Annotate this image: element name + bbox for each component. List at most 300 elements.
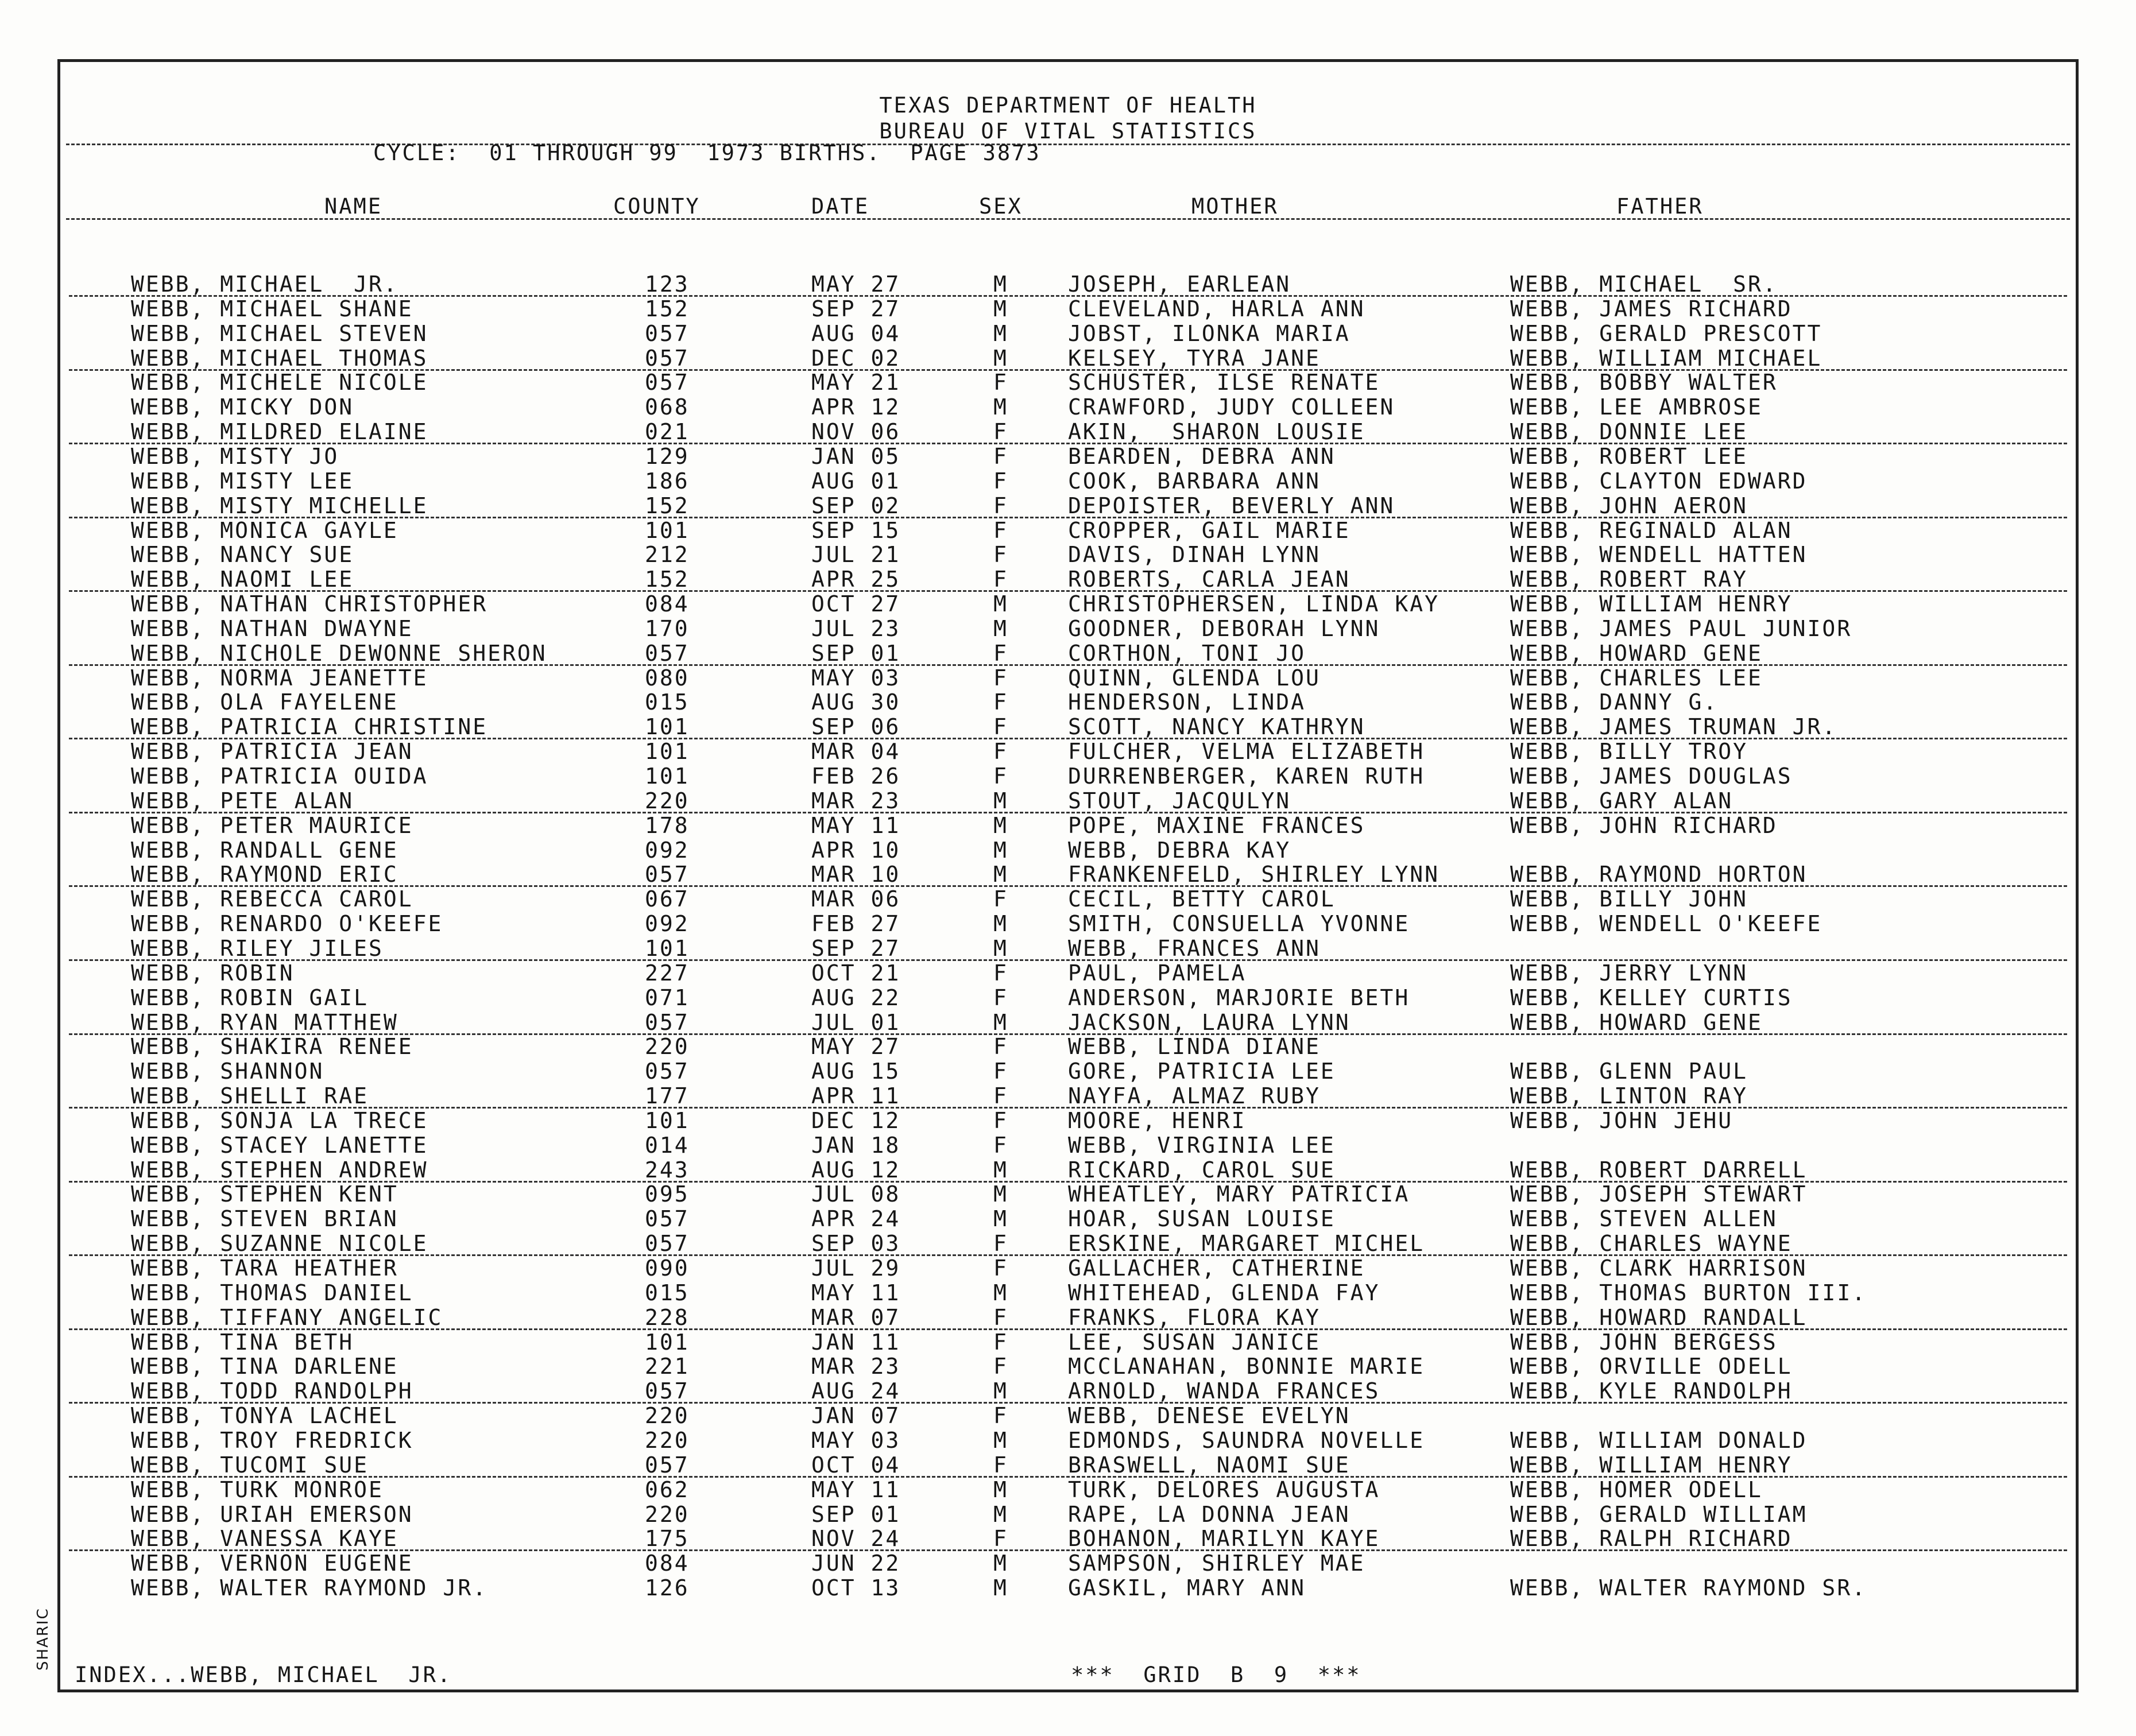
column-header-father: FATHER xyxy=(1616,194,1704,219)
table-row xyxy=(0,370,2136,394)
cell-mother: WEBB, DEBRA KAY xyxy=(1068,837,1291,863)
table-row xyxy=(0,1206,2136,1230)
cell-sex: F xyxy=(993,640,1008,666)
cell-sex: M xyxy=(993,1206,1008,1232)
cell-name: WEBB, STACEY LANETTE xyxy=(131,1132,428,1158)
cell-father: WEBB, REGINALD ALAN xyxy=(1510,517,1793,543)
cell-date: SEP 01 xyxy=(811,1501,901,1527)
cell-name: WEBB, REBECCA CAROL xyxy=(131,886,413,912)
cell-name: WEBB, SHAKIRA RENEE xyxy=(131,1034,413,1060)
cell-name: WEBB, PATRICIA JEAN xyxy=(131,739,413,765)
cell-mother: WHEATLEY, MARY PATRICIA xyxy=(1068,1181,1410,1207)
table-row xyxy=(0,1354,2136,1378)
cell-date: OCT 04 xyxy=(811,1452,901,1478)
cell-name: WEBB, NATHAN CHRISTOPHER xyxy=(131,591,488,617)
cell-mother: WEBB, VIRGINIA LEE xyxy=(1068,1132,1336,1158)
cell-name: WEBB, MICHELE NICOLE xyxy=(131,370,428,396)
cell-county: 101 xyxy=(645,714,690,740)
cell-mother: CROPPER, GAIL MARIE xyxy=(1068,517,1351,543)
cell-father: WEBB, WILLIAM DONALD xyxy=(1510,1427,1808,1453)
cell-sex: M xyxy=(993,1575,1008,1601)
header-cycle: CYCLE: 01 THROUGH 99 1973 BIRTHS. PAGE 3873 xyxy=(373,141,1041,165)
table-row xyxy=(0,493,2136,517)
cell-date: MAR 10 xyxy=(811,862,901,888)
cell-date: AUG 22 xyxy=(811,985,901,1010)
cell-sex: M xyxy=(993,345,1008,371)
cell-father: WEBB, BILLY JOHN xyxy=(1510,886,1748,912)
cell-date: JAN 07 xyxy=(811,1403,901,1429)
cell-sex: F xyxy=(993,1059,1008,1084)
cell-father: WEBB, LINTON RAY xyxy=(1510,1083,1748,1109)
table-row xyxy=(0,1157,2136,1181)
cell-county: 101 xyxy=(645,935,690,961)
cell-sex: F xyxy=(993,960,1008,986)
cell-date: SEP 15 xyxy=(811,517,901,543)
cell-name: WEBB, NATHAN DWAYNE xyxy=(131,615,413,641)
cell-father: WEBB, HOWARD GENE xyxy=(1510,640,1763,666)
cell-name: WEBB, RYAN MATTHEW xyxy=(131,1009,398,1035)
cell-sex: F xyxy=(993,1452,1008,1478)
cell-mother: WEBB, FRANCES ANN xyxy=(1068,935,1321,961)
cell-name: WEBB, RAYMOND ERIC xyxy=(131,862,398,888)
table-row xyxy=(0,1551,2136,1575)
cell-mother: CECIL, BETTY CAROL xyxy=(1068,886,1336,912)
table-row xyxy=(0,641,2136,665)
cell-county: 221 xyxy=(645,1354,690,1380)
cell-sex: M xyxy=(993,1009,1008,1035)
cell-date: SEP 03 xyxy=(811,1231,901,1257)
cell-name: WEBB, THOMAS DANIEL xyxy=(131,1280,413,1305)
cell-county: 123 xyxy=(645,272,690,297)
cell-date: JUL 08 xyxy=(811,1181,901,1207)
cell-sex: M xyxy=(993,862,1008,888)
cell-sex: F xyxy=(993,517,1008,543)
cell-mother: JOSEPH, EARLEAN xyxy=(1068,272,1291,297)
cell-sex: M xyxy=(993,1501,1008,1527)
cell-date: JUL 21 xyxy=(811,542,901,568)
cell-sex: M xyxy=(993,837,1008,863)
cell-sex: M xyxy=(993,394,1008,420)
table-row xyxy=(0,1083,2136,1107)
table-row xyxy=(0,1330,2136,1354)
table-row xyxy=(0,1428,2136,1452)
cell-father: WEBB, HOWARD GENE xyxy=(1510,1009,1763,1035)
table-row xyxy=(0,1256,2136,1280)
cell-county: 095 xyxy=(645,1181,690,1207)
cell-date: JUN 22 xyxy=(811,1551,901,1576)
cell-date: AUG 30 xyxy=(811,689,901,715)
cell-name: WEBB, TARA HEATHER xyxy=(131,1256,398,1281)
cell-sex: F xyxy=(993,1132,1008,1158)
cell-date: APR 11 xyxy=(811,1083,901,1109)
table-row xyxy=(0,1526,2136,1550)
cell-county: 101 xyxy=(645,1107,690,1133)
cell-county: 090 xyxy=(645,1256,690,1281)
cell-father: WEBB, GARY ALAN xyxy=(1510,788,1733,813)
cell-name: WEBB, TONYA LACHEL xyxy=(131,1403,398,1429)
table-row xyxy=(0,911,2136,935)
cell-mother: GORE, PATRICIA LEE xyxy=(1068,1059,1336,1084)
header-rule xyxy=(66,144,2070,145)
cell-mother: LEE, SUSAN JANICE xyxy=(1068,1329,1321,1355)
cell-date: AUG 24 xyxy=(811,1378,901,1404)
cell-mother: FRANKENFELD, SHIRLEY LYNN xyxy=(1068,862,1440,888)
cell-father: WEBB, WILLIAM HENRY xyxy=(1510,1452,1793,1478)
table-row xyxy=(0,1477,2136,1501)
cell-father: WEBB, GERALD WILLIAM xyxy=(1510,1501,1808,1527)
cell-sex: M xyxy=(993,812,1008,838)
cell-father: WEBB, DONNIE LEE xyxy=(1510,419,1748,445)
cell-sex: F xyxy=(993,665,1008,691)
cell-mother: GASKIL, MARY ANN xyxy=(1068,1575,1306,1601)
cell-date: AUG 01 xyxy=(811,468,901,494)
table-row xyxy=(0,1280,2136,1304)
cell-date: JUL 01 xyxy=(811,1009,901,1035)
cell-county: 243 xyxy=(645,1157,690,1183)
cell-date: MAR 23 xyxy=(811,788,901,813)
cell-date: APR 12 xyxy=(811,394,901,420)
table-row xyxy=(0,394,2136,418)
cell-county: 057 xyxy=(645,1452,690,1478)
cell-mother: TURK, DELORES AUGUSTA xyxy=(1068,1477,1380,1502)
cell-mother: KELSEY, TYRA JANE xyxy=(1068,345,1321,371)
table-row xyxy=(0,689,2136,714)
cell-mother: STOUT, JACQULYN xyxy=(1068,788,1291,813)
cell-sex: M xyxy=(993,296,1008,321)
cell-mother: SMITH, CONSUELLA YVONNE xyxy=(1068,911,1410,937)
cell-date: MAY 11 xyxy=(811,1280,901,1305)
cell-sex: F xyxy=(993,370,1008,396)
cell-date: MAR 23 xyxy=(811,1354,901,1380)
table-row xyxy=(0,936,2136,960)
cell-mother: BRASWELL, NAOMI SUE xyxy=(1068,1452,1351,1478)
cell-mother: ANDERSON, MARJORIE BETH xyxy=(1068,985,1410,1010)
cell-sex: F xyxy=(993,1304,1008,1330)
cell-sex: M xyxy=(993,591,1008,617)
cell-sex: F xyxy=(993,443,1008,469)
cell-name: WEBB, VERNON EUGENE xyxy=(131,1551,413,1576)
cell-sex: M xyxy=(993,1477,1008,1502)
cell-father: WEBB, JAMES RICHARD xyxy=(1510,296,1793,321)
cell-father: WEBB, JAMES DOUGLAS xyxy=(1510,764,1793,789)
cell-name: WEBB, STEPHEN KENT xyxy=(131,1181,398,1207)
table-row xyxy=(0,346,2136,370)
cell-county: 186 xyxy=(645,468,690,494)
cell-sex: M xyxy=(993,615,1008,641)
cell-sex: M xyxy=(993,1378,1008,1404)
cell-mother: GOODNER, DEBORAH LYNN xyxy=(1068,615,1380,641)
cell-father: WEBB, WENDELL HATTEN xyxy=(1510,542,1808,568)
cell-county: 057 xyxy=(645,1206,690,1232)
cell-father: WEBB, ROBERT DARRELL xyxy=(1510,1157,1808,1183)
cell-county: 080 xyxy=(645,665,690,691)
cell-sex: F xyxy=(993,1034,1008,1060)
cell-county: 057 xyxy=(645,320,690,346)
cell-mother: RAPE, LA DONNA JEAN xyxy=(1068,1501,1351,1527)
cell-sex: F xyxy=(993,689,1008,715)
cell-sex: F xyxy=(993,1256,1008,1281)
cell-county: 057 xyxy=(645,1378,690,1404)
cell-date: DEC 02 xyxy=(811,345,901,371)
cell-county: 101 xyxy=(645,1329,690,1355)
table-row xyxy=(0,764,2136,788)
cell-name: WEBB, MISTY LEE xyxy=(131,468,354,494)
cell-county: 220 xyxy=(645,1034,690,1060)
cell-name: WEBB, STEPHEN ANDREW xyxy=(131,1157,428,1183)
cell-county: 084 xyxy=(645,1551,690,1576)
cell-county: 212 xyxy=(645,542,690,568)
cell-mother: DURRENBERGER, KAREN RUTH xyxy=(1068,764,1425,789)
cell-father: WEBB, WILLIAM HENRY xyxy=(1510,591,1793,617)
cell-date: JAN 11 xyxy=(811,1329,901,1355)
table-row xyxy=(0,788,2136,812)
cell-date: SEP 06 xyxy=(811,714,901,740)
cell-mother: AKIN, SHARON LOUSIE xyxy=(1068,419,1365,445)
cell-name: WEBB, TIFFANY ANGELIC xyxy=(131,1304,443,1330)
cell-father: WEBB, RALPH RICHARD xyxy=(1510,1526,1793,1552)
cell-county: 177 xyxy=(645,1083,690,1109)
table-row xyxy=(0,296,2136,320)
cell-county: 152 xyxy=(645,296,690,321)
cell-county: 015 xyxy=(645,689,690,715)
cell-county: 057 xyxy=(645,345,690,371)
cell-mother: ROBERTS, CARLA JEAN xyxy=(1068,567,1351,592)
column-header-mother: MOTHER xyxy=(1191,194,1279,219)
cell-mother: GALLACHER, CATHERINE xyxy=(1068,1256,1365,1281)
cell-father: WEBB, CHARLES WAYNE xyxy=(1510,1231,1793,1257)
cell-county: 220 xyxy=(645,1403,690,1429)
cell-name: WEBB, ROBIN GAIL xyxy=(131,985,369,1010)
cell-father: WEBB, KYLE RANDOLPH xyxy=(1510,1378,1793,1404)
cell-date: SEP 01 xyxy=(811,640,901,666)
cell-name: WEBB, TROY FREDRICK xyxy=(131,1427,413,1453)
cell-date: MAY 27 xyxy=(811,1034,901,1060)
column-header-sex: SEX xyxy=(979,194,1023,219)
cell-name: WEBB, VANESSA KAYE xyxy=(131,1526,398,1552)
cell-father: WEBB, JAMES TRUMAN JR. xyxy=(1510,714,1837,740)
cell-sex: F xyxy=(993,1083,1008,1109)
table-row xyxy=(0,1305,2136,1329)
cell-mother: MCCLANAHAN, BONNIE MARIE xyxy=(1068,1354,1425,1380)
cell-father: WEBB, JERRY LYNN xyxy=(1510,960,1748,986)
cell-county: 057 xyxy=(645,1231,690,1257)
column-header-rule xyxy=(66,218,2070,220)
cell-date: AUG 15 xyxy=(811,1059,901,1084)
cell-date: JUL 23 xyxy=(811,615,901,641)
cell-sex: F xyxy=(993,1329,1008,1355)
cell-name: WEBB, TINA DARLENE xyxy=(131,1354,398,1380)
cell-county: 084 xyxy=(645,591,690,617)
cell-sex: F xyxy=(993,542,1008,568)
cell-father: WEBB, WALTER RAYMOND SR. xyxy=(1510,1575,1867,1601)
column-header-county: COUNTY xyxy=(613,194,701,219)
cell-name: WEBB, RILEY JILES xyxy=(131,935,384,961)
cell-sex: M xyxy=(993,911,1008,937)
cell-father: WEBB, WENDELL O'KEEFE xyxy=(1510,911,1822,937)
cell-sex: F xyxy=(993,419,1008,445)
table-row xyxy=(0,518,2136,542)
cell-county: 057 xyxy=(645,640,690,666)
cell-sex: F xyxy=(993,1526,1008,1552)
cell-county: 220 xyxy=(645,1501,690,1527)
cell-date: MAY 03 xyxy=(811,1427,901,1453)
cell-mother: HENDERSON, LINDA xyxy=(1068,689,1306,715)
cell-name: WEBB, TODD RANDOLPH xyxy=(131,1378,413,1404)
table-row xyxy=(0,714,2136,738)
cell-mother: DEPOISTER, BEVERLY ANN xyxy=(1068,493,1395,518)
cell-father: WEBB, RAYMOND HORTON xyxy=(1510,862,1808,888)
cell-name: WEBB, MONICA GAYLE xyxy=(131,517,398,543)
cell-county: 068 xyxy=(645,394,690,420)
cell-father: WEBB, GLENN PAUL xyxy=(1510,1059,1748,1084)
cell-sex: F xyxy=(993,1354,1008,1380)
cell-date: MAY 11 xyxy=(811,812,901,838)
cell-name: WEBB, SHELLI RAE xyxy=(131,1083,369,1109)
cell-mother: POPE, MAXINE FRANCES xyxy=(1068,812,1365,838)
cell-date: SEP 02 xyxy=(811,493,901,518)
cell-name: WEBB, RANDALL GENE xyxy=(131,837,398,863)
cell-county: 057 xyxy=(645,1009,690,1035)
cell-father: WEBB, JOSEPH STEWART xyxy=(1510,1181,1808,1207)
cell-name: WEBB, STEVEN BRIAN xyxy=(131,1206,398,1232)
cell-father: WEBB, THOMAS BURTON III. xyxy=(1510,1280,1867,1305)
table-row xyxy=(0,419,2136,443)
cell-county: 101 xyxy=(645,739,690,765)
cell-county: 227 xyxy=(645,960,690,986)
cell-father: WEBB, CLAYTON EDWARD xyxy=(1510,468,1808,494)
cell-sex: F xyxy=(993,714,1008,740)
table-row xyxy=(0,567,2136,591)
table-row xyxy=(0,838,2136,862)
cell-sex: F xyxy=(993,567,1008,592)
cell-sex: M xyxy=(993,320,1008,346)
table-row xyxy=(0,960,2136,985)
cell-mother: WEBB, DENESE EVELYN xyxy=(1068,1403,1351,1429)
table-row xyxy=(0,542,2136,566)
cell-sex: M xyxy=(993,1427,1008,1453)
cell-father: WEBB, JOHN RICHARD xyxy=(1510,812,1778,838)
cell-mother: JOBST, ILONKA MARIA xyxy=(1068,320,1351,346)
cell-name: WEBB, NAOMI LEE xyxy=(131,567,354,592)
cell-father: WEBB, BILLY TROY xyxy=(1510,739,1748,765)
cell-sex: M xyxy=(993,1181,1008,1207)
cell-name: WEBB, MICHAEL JR. xyxy=(131,272,398,297)
table-row xyxy=(0,1575,2136,1599)
cell-county: 092 xyxy=(645,837,690,863)
header-bureau: BUREAU OF VITAL STATISTICS xyxy=(879,119,1257,144)
cell-county: 178 xyxy=(645,812,690,838)
table-row xyxy=(0,665,2136,689)
cell-county: 057 xyxy=(645,862,690,888)
cell-mother: QUINN, GLENDA LOU xyxy=(1068,665,1321,691)
cell-father: WEBB, ROBERT RAY xyxy=(1510,567,1748,592)
table-row xyxy=(0,1231,2136,1255)
table-row xyxy=(0,985,2136,1009)
cell-date: APR 24 xyxy=(811,1206,901,1232)
cell-county: 126 xyxy=(645,1575,690,1601)
cell-name: WEBB, MICHAEL STEVEN xyxy=(131,320,428,346)
cell-county: 175 xyxy=(645,1526,690,1552)
cell-mother: FRANKS, FLORA KAY xyxy=(1068,1304,1321,1330)
cell-father: WEBB, ROBERT LEE xyxy=(1510,443,1748,469)
cell-county: 220 xyxy=(645,1427,690,1453)
cell-date: OCT 27 xyxy=(811,591,901,617)
cell-father: WEBB, LEE AMBROSE xyxy=(1510,394,1763,420)
table-row xyxy=(0,1403,2136,1427)
cell-name: WEBB, MISTY JO xyxy=(131,443,339,469)
cell-name: WEBB, PATRICIA OUIDA xyxy=(131,764,428,789)
cell-name: WEBB, NANCY SUE xyxy=(131,542,354,568)
cell-father: WEBB, CHARLES LEE xyxy=(1510,665,1763,691)
cell-sex: M xyxy=(993,1551,1008,1576)
cell-sex: F xyxy=(993,985,1008,1010)
cell-county: 092 xyxy=(645,911,690,937)
cell-sex: M xyxy=(993,1280,1008,1305)
cell-name: WEBB, PETE ALAN xyxy=(131,788,354,813)
cell-name: WEBB, RENARDO O'KEEFE xyxy=(131,911,443,937)
cell-sex: F xyxy=(993,739,1008,765)
table-row xyxy=(0,444,2136,468)
cell-date: MAR 07 xyxy=(811,1304,901,1330)
cell-name: WEBB, SUZANNE NICOLE xyxy=(131,1231,428,1257)
table-row xyxy=(0,886,2136,910)
cell-mother: FULCHER, VELMA ELIZABETH xyxy=(1068,739,1425,765)
cell-mother: ARNOLD, WANDA FRANCES xyxy=(1068,1378,1380,1404)
cell-mother: WEBB, LINDA DIANE xyxy=(1068,1034,1321,1060)
cell-father: WEBB, JAMES PAUL JUNIOR xyxy=(1510,615,1852,641)
cell-county: 014 xyxy=(645,1132,690,1158)
cell-father: WEBB, JOHN BERGESS xyxy=(1510,1329,1778,1355)
cell-date: JUL 29 xyxy=(811,1256,901,1281)
table-row xyxy=(0,1452,2136,1477)
cell-county: 057 xyxy=(645,1059,690,1084)
cell-county: 015 xyxy=(645,1280,690,1305)
cell-date: APR 25 xyxy=(811,567,901,592)
cell-date: SEP 27 xyxy=(811,296,901,321)
cell-sex: F xyxy=(993,886,1008,912)
cell-name: WEBB, WALTER RAYMOND JR. xyxy=(131,1575,488,1601)
cell-father: WEBB, CLARK HARRISON xyxy=(1510,1256,1808,1281)
cell-father: WEBB, JOHN JEHU xyxy=(1510,1107,1733,1133)
cell-mother: JACKSON, LAURA LYNN xyxy=(1068,1009,1351,1035)
cell-sex: M xyxy=(993,788,1008,813)
cell-name: WEBB, URIAH EMERSON xyxy=(131,1501,413,1527)
header-department: TEXAS DEPARTMENT OF HEALTH xyxy=(879,93,1257,118)
cell-father: WEBB, DANNY G. xyxy=(1510,689,1719,715)
cell-name: WEBB, TINA BETH xyxy=(131,1329,354,1355)
cell-father: WEBB, HOWARD RANDALL xyxy=(1510,1304,1808,1330)
cell-father: WEBB, ORVILLE ODELL xyxy=(1510,1354,1793,1380)
cell-mother: DAVIS, DINAH LYNN xyxy=(1068,542,1321,568)
cell-mother: CRAWFORD, JUDY COLLEEN xyxy=(1068,394,1395,420)
cell-name: WEBB, OLA FAYELENE xyxy=(131,689,398,715)
cell-county: 101 xyxy=(645,764,690,789)
column-header-date: DATE xyxy=(811,194,870,219)
cell-name: WEBB, NICHOLE DEWONNE SHERON xyxy=(131,640,547,666)
cell-name: WEBB, MICHAEL THOMAS xyxy=(131,345,428,371)
cell-date: AUG 12 xyxy=(811,1157,901,1183)
cell-father: WEBB, WILLIAM MICHAEL xyxy=(1510,345,1822,371)
cell-date: NOV 24 xyxy=(811,1526,901,1552)
cell-father: WEBB, HOMER ODELL xyxy=(1510,1477,1763,1502)
cell-name: WEBB, MICHAEL SHANE xyxy=(131,296,413,321)
footer-grid: *** GRID B 9 *** xyxy=(1071,1663,1361,1687)
cell-name: WEBB, SONJA LA TRECE xyxy=(131,1107,428,1133)
table-row xyxy=(0,862,2136,886)
table-row xyxy=(0,321,2136,345)
cell-name: WEBB, MICKY DON xyxy=(131,394,354,420)
cell-father: WEBB, BOBBY WALTER xyxy=(1510,370,1778,396)
